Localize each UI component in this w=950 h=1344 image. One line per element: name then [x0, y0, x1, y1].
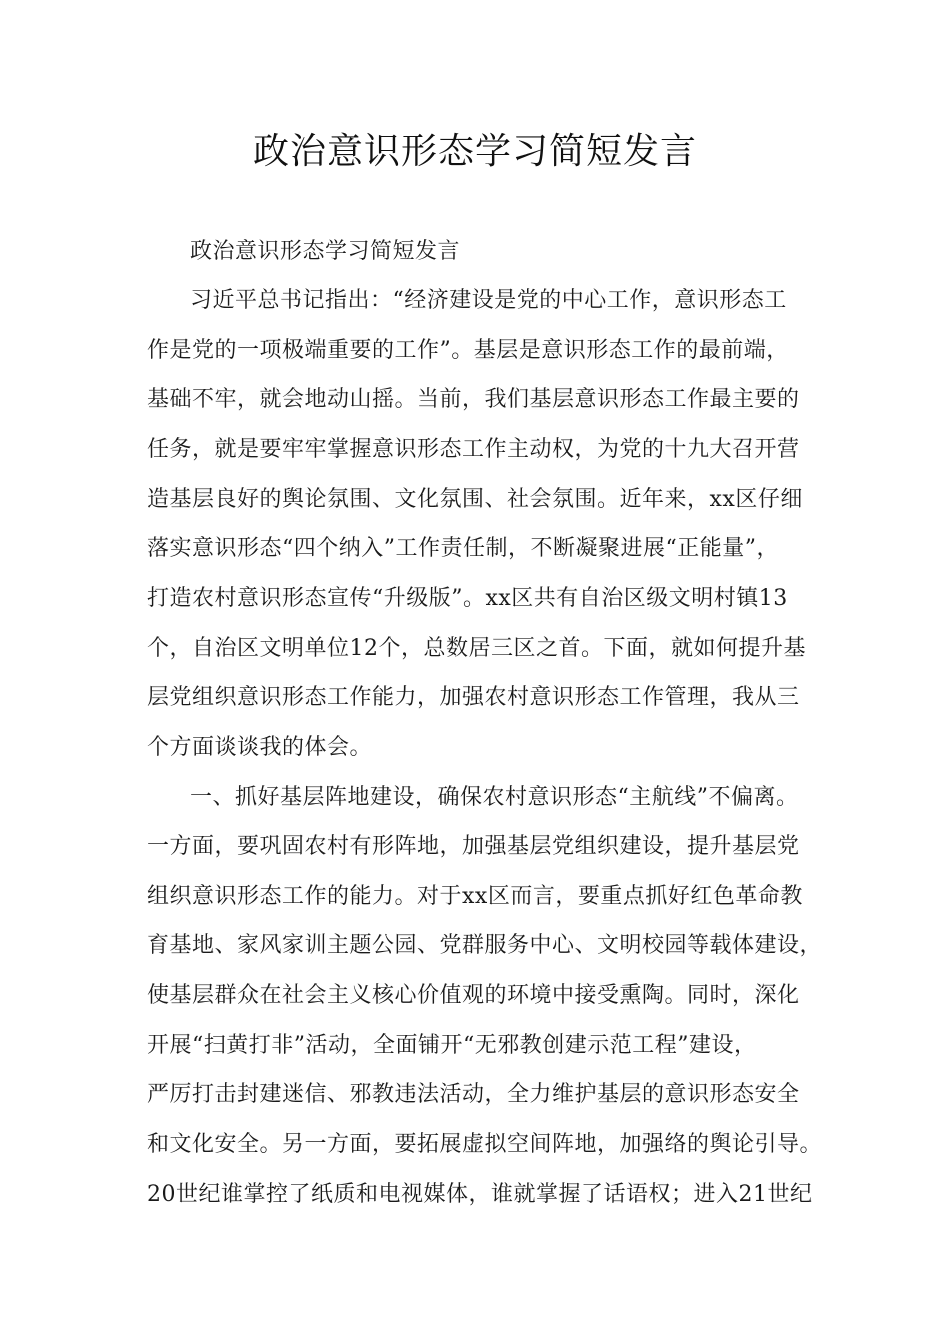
text-line: 个，自治区文明单位12个，总数居三区之首。下面，就如何提升基	[147, 636, 806, 661]
text-line: 习近平总书记指出：“经济建设是党的中心工作，意识形态工	[190, 288, 787, 313]
text-line: 组织意识形态工作的能力。对于xx区而言，要重点抓好红色革命教	[147, 884, 803, 909]
text-line: 个方面谈谈我的体会。	[147, 735, 373, 760]
text-line: 一方面，要巩固农村有形阵地，加强基层党组织建设，提升基层党	[147, 834, 800, 859]
text-line: 20世纪谁掌控了纸质和电视媒体，谁就掌握了话语权；进入21世纪	[147, 1182, 813, 1207]
text-line: 作是党的一项极端重要的工作”。基层是意识形态工作的最前端，	[147, 338, 789, 363]
section-heading-line: 一、抓好基层阵地建设，确保农村意识形态“主航线”不偏离。	[190, 785, 799, 810]
text-line: 落实意识形态“四个纳入”工作责任制，不断凝聚进展“正能量”，	[147, 536, 779, 561]
text-line: 基础不牢，就会地动山摇。当前，我们基层意识形态工作最主要的	[147, 387, 800, 412]
text-line: 严厉打击封建迷信、邪教违法活动，全力维护基层的意识形态安全	[147, 1082, 800, 1107]
document-title: 政治意识形态学习简短发言	[252, 131, 697, 172]
text-line: 开展“扫黄打非”活动，全面铺开“无邪教创建示范工程”建设，	[147, 1033, 757, 1058]
text-line: 育基地、家风家训主题公园、党群服务中心、文明校园等载体建设，	[147, 933, 823, 958]
subtitle-line: 政治意识形态学习简短发言	[190, 239, 461, 264]
text-line: 和文化安全。另一方面，要拓展虚拟空间阵地，加强络的舆论引导。	[147, 1132, 823, 1157]
text-line: 使基层群众在社会主义核心价值观的环境中接受熏陶。同时，深化	[147, 983, 800, 1008]
text-line: 任务，就是要牢牢掌握意识形态工作主动权，为党的十九大召开营	[147, 437, 800, 462]
text-line: 层党组织意识形态工作能力，加强农村意识形态工作管理，我从三	[147, 685, 800, 710]
text-line: 打造农村意识形态宣传“升级版”。xx区共有自治区级文明村镇13	[147, 586, 788, 611]
text-line: 造基层良好的舆论氛围、文化氛围、社会氛围。近年来，xx区仔细	[147, 487, 803, 512]
